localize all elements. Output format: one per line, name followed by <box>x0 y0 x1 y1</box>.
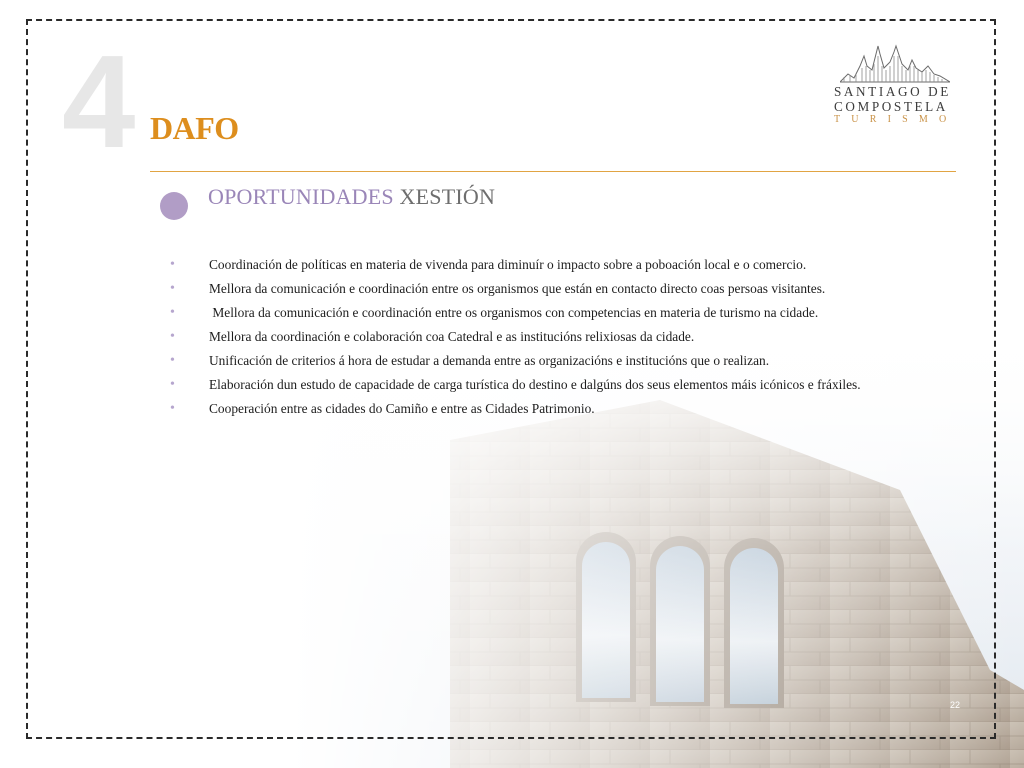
santiago-turismo-logo <box>834 44 956 126</box>
bullet-dot: • <box>170 257 175 272</box>
bullet-text: Elaboración dun estudo de capacidade de carga turística do destino e dalgúns dos seus elementos máis icónicos e fráxiles. <box>209 377 861 392</box>
subtitle-part-oportunidades: OPORTUNIDADES <box>208 184 394 209</box>
bullet-text: Cooperación entre as cidades do Camiño e entre as Cidades Patrimonio. <box>209 401 595 416</box>
bullet-dot: • <box>170 305 175 320</box>
cathedral-skyline-icon <box>840 44 950 84</box>
subtitle <box>208 184 495 210</box>
bullet-text: Mellora da comunicación e coordinación entre os organismos que están en contacto directo coas persoas visitantes. <box>209 281 826 296</box>
bullet-text: Mellora da comunicación e coordinación entre os organismos con competencias en materia de turismo na cidade. <box>209 305 819 320</box>
bullet-text: Unificación de criterios á hora de estudar a demanda entre as organizacións e institucións que o realizan. <box>209 353 770 368</box>
bullet-item <box>168 349 928 373</box>
bullet-dot: • <box>170 353 175 368</box>
bullet-item <box>168 277 928 301</box>
section-title: DAFO <box>150 110 239 146</box>
bullet-item <box>168 253 928 277</box>
subtitle-part-xestion: XESTIÓN <box>399 184 496 209</box>
bullet-item <box>168 301 928 325</box>
bullet-dot: • <box>170 329 175 344</box>
subtitle-bullet-circle <box>160 192 188 220</box>
section-number: 4 <box>62 28 134 175</box>
bullet-text: Coordinación de políticas en materia de vivenda para diminuír o impacto sobre a poboación local e o comercio. <box>209 257 807 272</box>
bullet-item <box>168 325 928 349</box>
bullet-dot: • <box>170 377 175 392</box>
title-divider <box>150 171 956 172</box>
bullet-text: Mellora da coordinación e colaboración coa Catedral e as institucións relixiosas da cidade. <box>209 329 695 344</box>
bullet-dot: • <box>170 401 175 416</box>
logo-text-compostela: COMPOSTELA <box>834 99 948 114</box>
logo-text-santiago: SANTIAGO DE <box>834 84 951 99</box>
bullet-dot: • <box>170 281 175 296</box>
bullet-item <box>168 373 928 397</box>
page-number: 22 <box>950 700 961 710</box>
logo-text-turismo: TURISMO <box>834 114 958 125</box>
bullet-item <box>168 397 928 421</box>
bullet-list <box>168 253 928 421</box>
